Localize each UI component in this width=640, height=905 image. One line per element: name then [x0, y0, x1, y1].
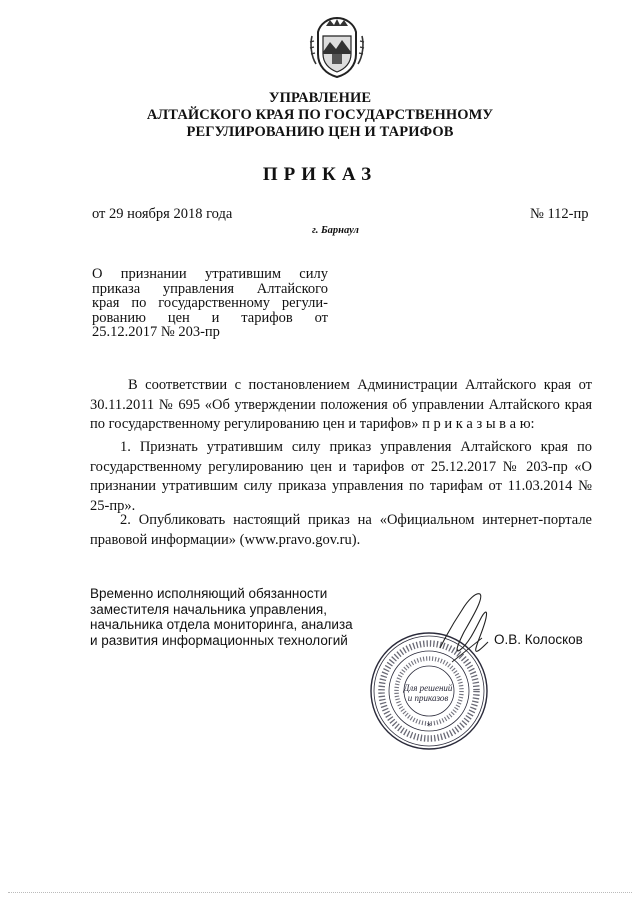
order-item-2: 2. Опубликовать настоящий приказ на «Официальном интернет-портале правовой информации» (www.pravo.gov.ru). [90, 512, 592, 548]
stamp-label-line-1: Для решений [403, 683, 453, 693]
org-name-line-2: АЛТАЙСКОГО КРАЯ ПО ГОСУДАРСТВЕННОМУ [146, 107, 494, 123]
position-line-1: Временно исполняющий обязанности [90, 586, 328, 601]
subject-line-1: О признании утратившим силу [92, 266, 328, 282]
org-name-line-1: УПРАВЛЕНИЕ [268, 90, 372, 106]
document-date: от 29 ноября 2018 года [92, 206, 233, 222]
document-city: г. Барнаул [312, 225, 359, 236]
document-subject [92, 267, 328, 340]
stamp-label-line-2: и приказов [407, 693, 449, 703]
order-item-1: 1. Признать утратившим силу приказ управления Алтайского края по государственному регулированию цен и тарифов от 25.12.2017 № 203-пр «О признании утратившим силу приказа управления по тарифам от 11.03.2014 № 25-пр». [90, 439, 592, 514]
position-line-4: и развития информационных технологий [90, 632, 348, 648]
subject-line-3: края по государственному регули- [92, 295, 328, 311]
handwritten-signature-icon [432, 588, 502, 670]
subject-line-4: рованию цен и тарифов от [92, 309, 328, 326]
stamp-label [392, 683, 464, 703]
document-title: ПРИКАЗ [262, 164, 378, 185]
position-line-3: начальника отдела мониторинга, анализа [90, 617, 353, 632]
subject-line-5: 25.12.2017 № 203-пр [92, 324, 220, 340]
page-bottom-divider [8, 892, 632, 893]
signatory-name: О.В. Колосков [494, 632, 583, 647]
coat-of-arms-icon [306, 14, 368, 80]
org-name-line-3: РЕГУЛИРОВАНИЮ ЦЕН И ТАРИФОВ [186, 124, 454, 140]
preamble-paragraph: В соответствии с постановлением Администрации Алтайского края от 30.11.2011 № 695 «Об утверждении положения об управлении Алтайского края по государственному регулированию цен и тарифов» п р и к а з ы в а ю: [90, 377, 592, 432]
subject-line-2: приказа управления Алтайского [92, 280, 328, 297]
svg-text:*: * [426, 722, 432, 732]
position-line-2: заместителя начальника управления, [90, 601, 327, 617]
document-number: № 112-пр [530, 206, 589, 222]
signatory-position [90, 586, 353, 648]
